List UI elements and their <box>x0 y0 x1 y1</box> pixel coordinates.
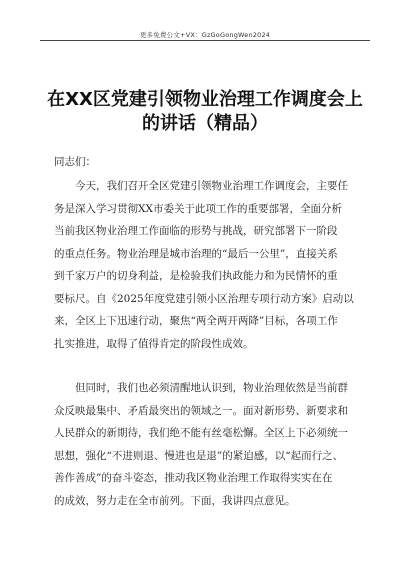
paragraph-line: 思想，强化“不进则退、慢进也是退”的紧迫感，以“起而行之、 <box>54 449 344 462</box>
paragraph-2 <box>54 377 354 512</box>
title-line-1: 在XX区党建引领物业治理工作调度会上 <box>47 89 363 110</box>
header-divider <box>40 40 370 41</box>
paragraph-1 <box>54 175 354 355</box>
paragraph-line: 众反映最集中、矛盾最突出的领域之一。面对新形势、新要求和 <box>54 404 348 417</box>
page-header-text: 更多免费公文+VX：GzGoGongWen2024 <box>139 31 271 39</box>
paragraph-line: 但同时，我们也必须清醒地认识到，物业治理依然是当前群 <box>75 382 348 394</box>
paragraph-line: 善作善成”的奋斗姿态，推动我区物业治理工作取得实实在在 <box>54 472 333 484</box>
paragraph-line: 来，全区上下迅速行动，聚焦“两全两开两降”目标，各项工作 <box>54 315 338 327</box>
paragraph-line: 务是深入学习贯彻XX市委关于此项工作的重要部署，全面分析 <box>54 202 342 215</box>
paragraph-line: 今天，我们召开全区党建引领物业治理工作调度会，主要任 <box>75 180 348 192</box>
document-title <box>40 88 370 136</box>
paragraph-line: 的重点任务。物业治理是城市治理的“最后一公里”，直接关系 <box>54 247 338 260</box>
paragraph-line: 要标尺。自《2025年度党建引领小区治理专项行动方案》启动以 <box>54 292 354 305</box>
paragraph-line: 的成效，努力走在全市前列。下面，我讲四点意见。 <box>54 494 296 507</box>
paragraph-line: 扎实推进，取得了值得肯定的阶段性成效。 <box>54 337 254 350</box>
paragraph-line: 到千家万户的切身利益，是检验我们执政能力和为民情怀的重 <box>54 270 338 282</box>
salutation: 同志们： <box>54 156 96 168</box>
paragraph-line: 人民群众的新期待，我们绝不能有丝毫松懈。全区上下必须统一 <box>54 427 348 439</box>
paragraph-line: 当前我区物业治理工作面临的形势与挑战，研究部署下一阶段 <box>54 225 338 237</box>
title-line-2: 的讲话（精品） <box>142 113 268 134</box>
